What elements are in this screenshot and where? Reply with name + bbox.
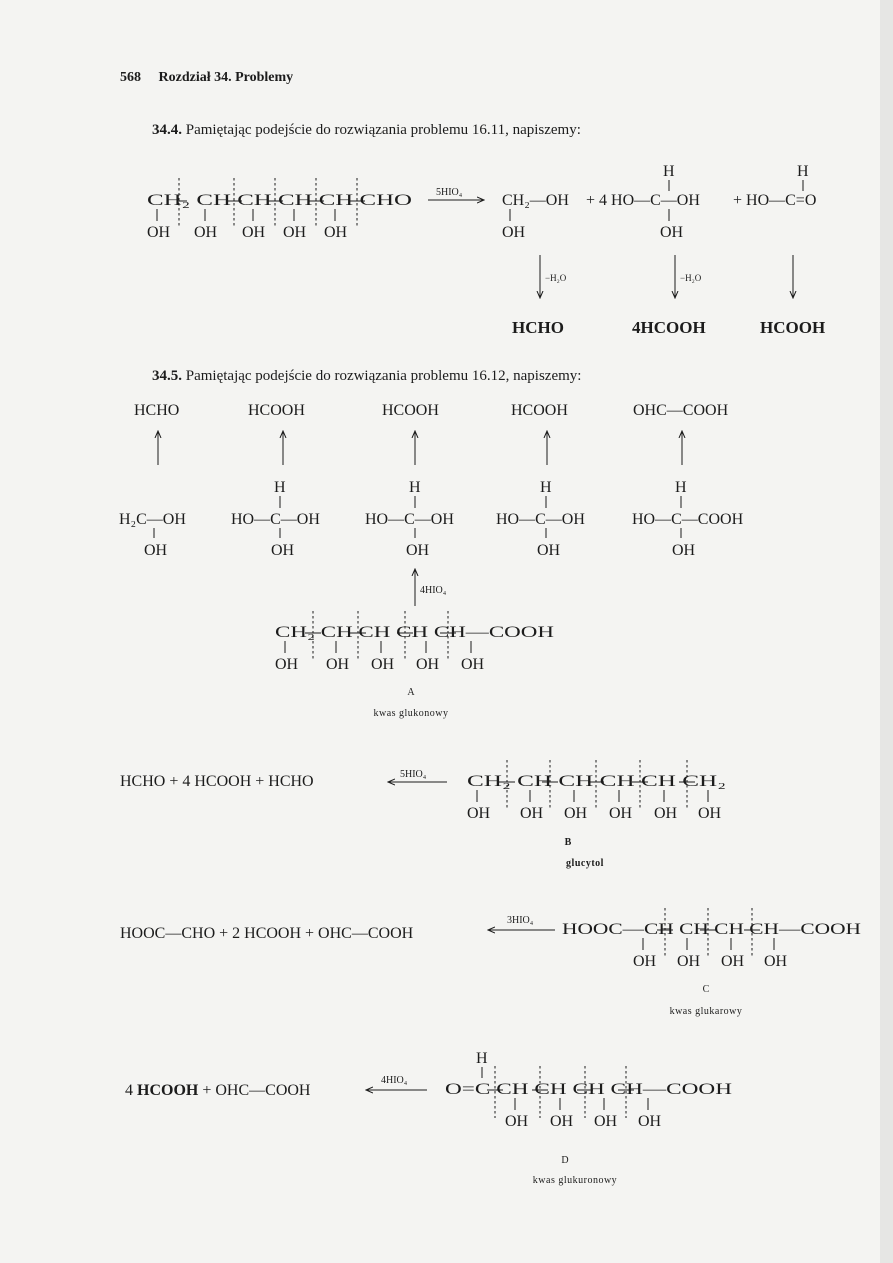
glucitol-chain: CH₂ CH CH CH CH CH₂ [467,773,726,790]
reagent-label: 3HIO₄ [507,915,534,926]
hydroxyl: OH [594,1113,618,1130]
compound-C [120,908,862,1017]
final-product: 4HCOOH [632,318,706,337]
hydrogen: H [797,163,809,180]
reaction-34-5-oxidation-products [119,402,744,559]
hydroxyl: OH [550,1113,574,1130]
reagent-label: 5HIO₄ [436,187,463,198]
dehydration-label: −H₂O [545,273,567,283]
reaction-products [125,1082,311,1099]
hexose-chain: CH₂ CH CH CH CH CHO [147,192,412,209]
compound-name: kwas glukuronowy [532,1175,618,1186]
reaction-products: HCHO + 4 HCOOH + HCHO [120,773,314,790]
reaction-products: HOOC—CHO + 2 HCOOH + OHC—COOH [120,925,414,942]
compound-name: kwas glukarowy [669,1006,743,1017]
top-product: OHC—COOH [633,402,729,419]
top-product: HCOOH [382,402,439,419]
hydroxyl: OH [505,1113,529,1130]
hydroxyl: OH [764,953,788,970]
final-product: HCOOH [760,318,826,337]
fragment: HO—C—OH [496,511,585,528]
hydroxyl: OH [275,656,299,673]
hydroxyl: OH [144,542,168,559]
fragment: HO—C—COOH [632,511,744,528]
hydroxyl: OH [502,224,526,241]
top-product: HCHO [134,402,180,419]
hydroxyl: OH [271,542,295,559]
fragment: H₂C—OH [119,511,186,528]
compound-B [120,760,726,869]
product-formic: + HO—C=O [733,192,817,209]
compound-name: glucytol [566,858,604,869]
hydroxyl: OH [520,805,544,822]
problem-number: 34.4. [152,122,182,138]
hydroxyl: OH [537,542,561,559]
compound-label: C [702,984,710,995]
hydroxyl: OH [326,656,350,673]
hydroxyl: OH [147,224,171,241]
problem-number: 34.5. [152,368,182,384]
product-rest: + OHC—COOH [198,1082,311,1099]
hydroxyl: OH [660,224,684,241]
compound-label: D [561,1155,569,1166]
glucuronic-acid-chain: O=C CH CH CH CH—COOH [445,1081,733,1098]
hydroxyl: OH [698,805,722,822]
hydroxyl: OH [677,953,701,970]
chapter-title: Rozdział 34. Problemy [158,70,294,85]
product-methanetriol: + 4 HO—C—OH [586,192,700,209]
hydroxyl: OH [283,224,307,241]
page-number: 568 [120,70,141,85]
hydroxyl: OH [194,224,218,241]
hydrogen: H [409,479,421,496]
top-product: HCOOH [511,402,568,419]
hydroxyl: OH [638,1113,662,1130]
hydroxyl: OH [406,542,430,559]
hydroxyl: OH [672,542,696,559]
problem-text: Pamiętając podejście do rozwiązania problemu 16.11, napiszemy: [185,122,581,138]
reagent-label: 4HIO₄ [381,1075,408,1086]
dehydration-label: −H₂O [680,273,702,283]
problem-text: Pamiętając podejście do rozwiązania problemu 16.12, napiszemy: [185,368,582,384]
hydroxyl: OH [242,224,266,241]
compound-D [125,1050,733,1186]
reagent-label: 5HIO₄ [400,769,427,780]
glucaric-acid-chain: HOOC—CH CH CH CH—COOH [562,921,862,938]
final-product: HCHO [512,318,564,337]
hydrogen: H [274,479,286,496]
hydroxyl: OH [371,656,395,673]
hydroxyl: OH [721,953,745,970]
hydroxyl: OH [416,656,440,673]
hydroxyl: OH [633,953,657,970]
fragment: HO—C—OH [231,511,320,528]
product-coefficient: 4 [125,1082,137,1099]
gluconic-acid-chain: CH₂ CH CH CH CH—COOH [275,624,555,641]
hydroxyl: OH [654,805,678,822]
fragment: HO—C—OH [365,511,454,528]
top-product: HCOOH [248,402,305,419]
reagent-label: 4HIO₄ [420,585,447,596]
hydroxyl: OH [324,224,348,241]
hydrogen: H [663,163,675,180]
hydroxyl: OH [461,656,485,673]
product-formic-acid: HCOOH [137,1082,199,1099]
hydroxyl: OH [564,805,588,822]
hydrogen: H [476,1050,488,1067]
compound-label: B [564,837,572,848]
hydrogen: H [675,479,687,496]
reaction-34-4 [147,163,825,337]
compound-name: kwas glukonowy [373,708,449,719]
product-methanediol: CH₂—OH [502,192,569,209]
compound-label: A [407,687,415,698]
hydroxyl: OH [609,805,633,822]
hydroxyl: OH [467,805,491,822]
compound-A [275,569,555,719]
hydrogen: H [540,479,552,496]
